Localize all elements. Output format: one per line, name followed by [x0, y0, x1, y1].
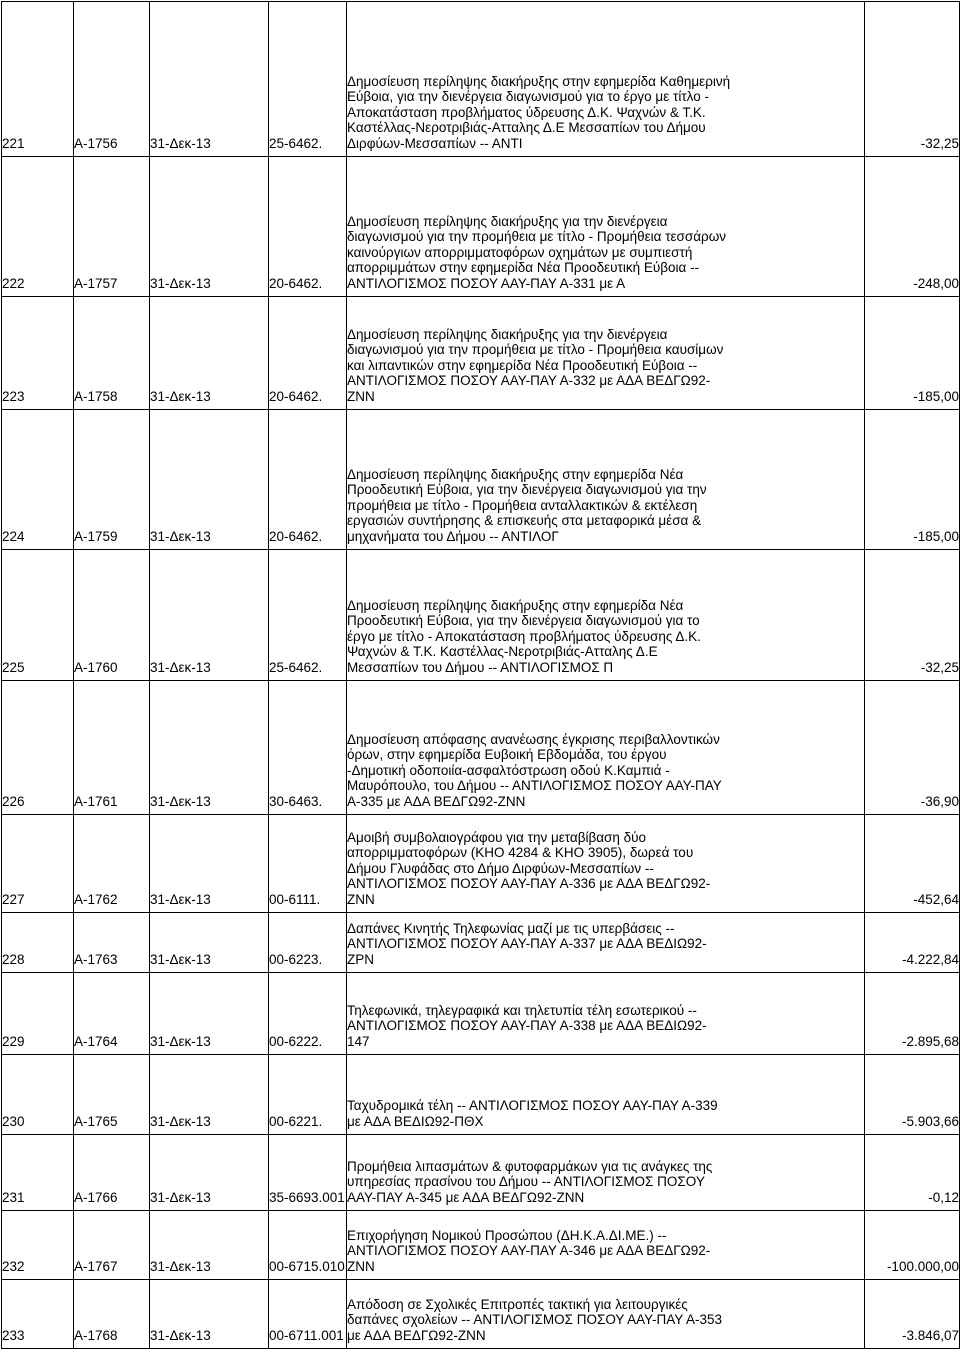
row-description-cell [347, 815, 865, 913]
table-row [2, 1211, 960, 1280]
table-row [2, 2, 960, 157]
row-date: 31-Δεκ-13 [150, 815, 269, 913]
row-description-cell [347, 681, 865, 815]
row-reference: Α-1761 [74, 681, 150, 815]
row-reference: Α-1758 [74, 297, 150, 410]
row-account-code: 25-6462. [269, 2, 347, 157]
row-amount: -32,25 [865, 550, 960, 681]
row-number: 227 [2, 815, 74, 913]
table-row [2, 681, 960, 815]
row-date: 31-Δεκ-13 [150, 913, 269, 973]
row-account-code: 00-6221. [269, 1055, 347, 1135]
row-number: 226 [2, 681, 74, 815]
row-date: 31-Δεκ-13 [150, 1135, 269, 1211]
row-date: 31-Δεκ-13 [150, 681, 269, 815]
table-row [2, 550, 960, 681]
row-amount: -36,90 [865, 681, 960, 815]
row-description: Δημοσίευση περίληψης διακήρυξης στην εφημερίδα Νέα Προοδευτική Εύβοια, για την διενέργεια διαγωνισμού για την προμήθεια με τίτλο - Προμήθεια ανταλλακτικών & εκτέλεση εργασιών συντήρησης & επισκευής στα μεταφορικά μέσα & μηχανήματα του Δήμου -- ΑΝΤΙΛΟΓ [347, 466, 707, 544]
table-row [2, 157, 960, 297]
table-row [2, 1280, 960, 1349]
row-number: 228 [2, 913, 74, 973]
row-reference: Α-1757 [74, 157, 150, 297]
row-reference: Α-1767 [74, 1211, 150, 1280]
row-amount: -0,12 [865, 1135, 960, 1211]
row-number: 232 [2, 1211, 74, 1280]
row-reference: Α-1766 [74, 1135, 150, 1211]
row-account-code: 00-6222. [269, 973, 347, 1055]
row-number: 224 [2, 410, 74, 550]
row-reference: Α-1764 [74, 973, 150, 1055]
row-description: Δημοσίευση απόφασης ανανέωσης έγκρισης περιβαλλοντικών όρων, στην εφημερίδα Ευβοική Εβδομάδα, του έργου -Δημοτική οδοποιία-ασφαλτόστρωση οδού Κ.Καμπιά - Μαυρόπουλο, του Δήμου -- ΑΝΤΙΛΟΓΙΣΜΟΣ ΠΟΣΟΥ ΑΑΥ-ΠΑΥ Α-335 με ΑΔΑ ΒΕΔΓΩ92-ΖΝΝ [347, 731, 722, 809]
row-account-code: 00-6111. [269, 815, 347, 913]
table-row [2, 1135, 960, 1211]
row-amount: -4.222,84 [865, 913, 960, 973]
row-number: 229 [2, 973, 74, 1055]
table-row [2, 973, 960, 1055]
table-row [2, 815, 960, 913]
row-date: 31-Δεκ-13 [150, 410, 269, 550]
row-account-code: 35-6693.001 [269, 1135, 347, 1211]
row-amount: -100.000,00 [865, 1211, 960, 1280]
row-description: Δημοσίευση περίληψης διακήρυξης στην εφημερίδα Καθημερινή Εύβοια, για την διενέργεια διαγωνισμού για το έργο με τίτλο - Αποκατάσταση προβλήματος ύδρευσης Δ.Κ. Ψαχνών & Τ.Κ. Καστέλλας-Νεροτριβιάς-Ατταλης Δ.Ε Μεσσαπίων του Δήμου Διρφύων-Μεσσαπίων -- ΑΝΤΙ [347, 73, 731, 151]
row-description: Δημοσίευση περίληψης διακήρυξης στην εφημερίδα Νέα Προοδευτική Εύβοια, για την διενέργεια διαγωνισμού για το έργο με τίτλο - Αποκατάσταση προβλήματος ύδρευσης Δ.Κ. Ψαχνών & Τ.Κ. Καστέλλας-Νεροτριβιάς-Ατταλης Δ.Ε Μεσσαπίων του Δήμου -- ΑΝΤΙΛΟΓΙΣΜΟΣ Π [347, 597, 701, 675]
row-description: Δημοσίευση περίληψης διακήρυξης για την διενέργεια διαγωνισμού για την προμήθεια με τίτλο - Προμήθεια καυσίμων και λιπαντικών στην εφημερίδα Νέα Προοδευτική Εύβοια -- ΑΝΤΙΛΟΓΙΣΜΟΣ ΠΟΣΟΥ ΑΑΥ-ΠΑΥ Α-332 με ΑΔΑ ΒΕΔΓΩ92- ΖΝΝ [347, 326, 724, 404]
row-description: Προμήθεια λιπασμάτων & φυτοφαρμάκων για τις ανάγκες της υπηρεσίας πρασίνου του Δήμου -- ΑΝΤΙΛΟΓΙΣΜΟΣ ΠΟΣΟΥ ΑΑΥ-ΠΑΥ Α-345 με ΑΔΑ ΒΕΔΓΩ92-ΖΝΝ [347, 1158, 713, 1205]
row-date: 31-Δεκ-13 [150, 157, 269, 297]
row-description-cell [347, 913, 865, 973]
row-description-cell [347, 1211, 865, 1280]
row-account-code: 00-6223. [269, 913, 347, 973]
row-amount: -32,25 [865, 2, 960, 157]
row-description: Απόδοση σε Σχολικές Επιτροπές τακτική για λειτουργικές δαπάνες σχολείων -- ΑΝΤΙΛΟΓΙΣΜΟΣ ΠΟΣΟΥ ΑΑΥ-ΠΑΥ Α-353 με ΑΔΑ ΒΕΔΓΩ92-ΖΝΝ [347, 1296, 722, 1343]
row-amount: -3.846,07 [865, 1280, 960, 1349]
row-description: Τηλεφωνικά, τηλεγραφικά και τηλετυπία τέλη εσωτερικού -- ΑΝΤΙΛΟΓΙΣΜΟΣ ΠΟΣΟΥ ΑΑΥ-ΠΑΥ Α-338 με ΑΔΑ ΒΕΔΙΩ92- 147 [347, 1002, 707, 1049]
row-reference: Α-1768 [74, 1280, 150, 1349]
row-account-code: 20-6462. [269, 157, 347, 297]
row-date: 31-Δεκ-13 [150, 1280, 269, 1349]
row-number: 222 [2, 157, 74, 297]
row-date: 31-Δεκ-13 [150, 1211, 269, 1280]
table-row [2, 410, 960, 550]
row-description-cell [347, 297, 865, 410]
row-reference: Α-1763 [74, 913, 150, 973]
table-row [2, 1055, 960, 1135]
row-reference: Α-1765 [74, 1055, 150, 1135]
row-number: 230 [2, 1055, 74, 1135]
row-description-cell [347, 157, 865, 297]
row-number: 221 [2, 2, 74, 157]
row-number: 225 [2, 550, 74, 681]
table-row [2, 297, 960, 410]
row-description: Δημοσίευση περίληψης διακήρυξης για την διενέργεια διαγωνισμού για την προμήθεια με τίτλο - Προμήθεια τεσσάρων καινούργιων απορριμματοφόρων οχημάτων με συμπιεστή απορριμμάτων στην εφημερίδα Νέα Προοδευτική Εύβοια -- ΑΝΤΙΛΟΓΙΣΜΟΣ ΠΟΣΟΥ ΑΑΥ-ΠΑΥ Α-331 με Α [347, 213, 726, 291]
row-amount: -5.903,66 [865, 1055, 960, 1135]
row-date: 31-Δεκ-13 [150, 2, 269, 157]
row-description-cell [347, 1055, 865, 1135]
row-account-code: 20-6462. [269, 410, 347, 550]
row-date: 31-Δεκ-13 [150, 297, 269, 410]
row-description-cell [347, 1280, 865, 1349]
row-account-code: 00-6715.010 [269, 1211, 347, 1280]
row-description: Αμοιβή συμβολαιογράφου για την μεταβίβαση δύο απορριμματοφόρων (ΚΗΟ 4284 & ΚΗΟ 3905), δωρεά του Δήμου Γλυφάδας στο Δήμο Διρφύων-Μεσσαπίων -- ΑΝΤΙΛΟΓΙΣΜΟΣ ΠΟΣΟΥ ΑΑΥ-ΠΑΥ Α-336 με ΑΔΑ ΒΕΔΓΩ92- ΖΝΝ [347, 829, 711, 907]
row-description: Δαπάνες Κινητής Τηλεφωνίας μαζί με τις υπερβάσεις -- ΑΝΤΙΛΟΓΙΣΜΟΣ ΠΟΣΟΥ ΑΑΥ-ΠΑΥ Α-337 με ΑΔΑ ΒΕΔΙΩ92- ΖΡΝ [347, 920, 707, 967]
row-amount: -452,64 [865, 815, 960, 913]
row-description-cell [347, 1135, 865, 1211]
row-description-cell [347, 2, 865, 157]
table-row [2, 913, 960, 973]
row-reference: Α-1762 [74, 815, 150, 913]
row-account-code: 25-6462. [269, 550, 347, 681]
row-description-cell [347, 550, 865, 681]
row-reference: Α-1759 [74, 410, 150, 550]
row-account-code: 00-6711.001 [269, 1280, 347, 1349]
row-amount: -185,00 [865, 410, 960, 550]
row-description-cell [347, 410, 865, 550]
row-amount: -2.895,68 [865, 973, 960, 1055]
row-amount: -248,00 [865, 157, 960, 297]
row-account-code: 30-6463. [269, 681, 347, 815]
row-reference: Α-1760 [74, 550, 150, 681]
row-date: 31-Δεκ-13 [150, 550, 269, 681]
row-description: Ταχυδρομικά τέλη -- ΑΝΤΙΛΟΓΙΣΜΟΣ ΠΟΣΟΥ ΑΑΥ-ΠΑΥ Α-339 με ΑΔΑ ΒΕΔΙΩ92-ΠΘΧ [347, 1098, 718, 1129]
row-number: 231 [2, 1135, 74, 1211]
row-number: 223 [2, 297, 74, 410]
row-amount: -185,00 [865, 297, 960, 410]
row-number: 233 [2, 1280, 74, 1349]
row-reference: Α-1756 [74, 2, 150, 157]
ledger-table [1, 1, 960, 1349]
row-date: 31-Δεκ-13 [150, 1055, 269, 1135]
row-description: Επιχορήγηση Νομικού Προσώπου (ΔΗ.Κ.Α.ΔΙ.ΜΕ.) -- ΑΝΤΙΛΟΓΙΣΜΟΣ ΠΟΣΟΥ ΑΑΥ-ΠΑΥ Α-346 με ΑΔΑ ΒΕΔΓΩ92- ΖΝΝ [347, 1227, 711, 1274]
row-description-cell [347, 973, 865, 1055]
row-account-code: 20-6462. [269, 297, 347, 410]
row-date: 31-Δεκ-13 [150, 973, 269, 1055]
